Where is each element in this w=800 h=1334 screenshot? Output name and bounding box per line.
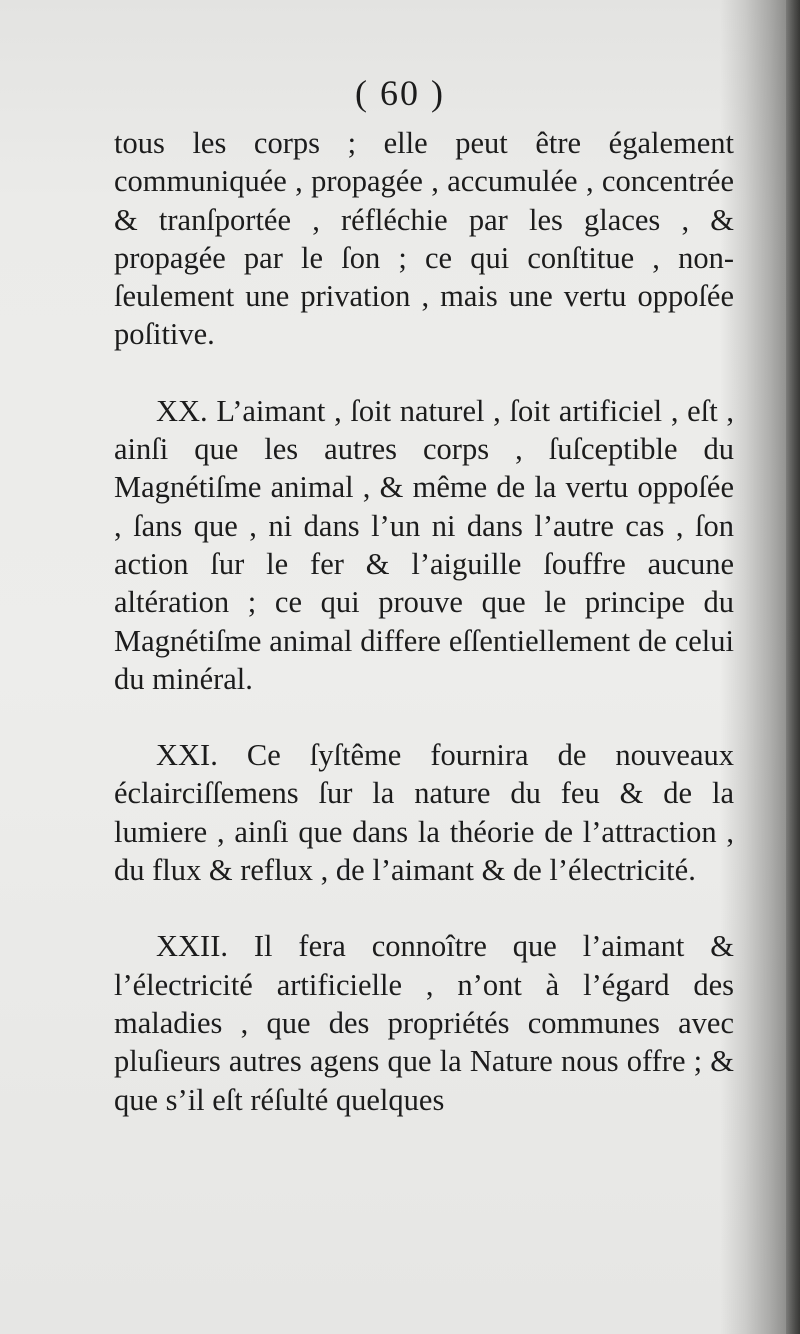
page-body — [114, 124, 734, 1119]
paragraph-xxi: XXI. Ce ſyſtême fournira de nouveaux éclairciſſemens ſur la nature du feu & de la lumiere , ainſi que dans la théorie de l’attraction , du flux & reflux , de l’aimant & de l’électricité. — [114, 738, 734, 888]
paragraph-xx: XX. L’aimant , ſoit naturel , ſoit artificiel , eſt , ainſi que les autres corps , ſuſceptible du Magnétiſme animal , & même de la vertu oppoſée , ſans que , ni dans l’un ni dans l’autre cas , ſon action ſur le fer & l’aiguille ſouffre aucune altération ; ce qui prouve que le principe du Magnétiſme animal differe eſſentiellement de celui du minéral. — [114, 393, 734, 696]
paragraph-continuation: tous les corps ; elle peut être également communiquée , propagée , accumulée , concentrée & tranſportée , réfléchie par les glaces , & propagée par le ſon ; ce qui conſtitue , non-ſeulement une privation , mais une vertu oppoſée poſitive. — [114, 126, 734, 352]
page-gutter-shadow — [786, 0, 800, 1334]
paragraph-xxii: XXII. Il fera connoître que l’aimant & l’électricité artificielle , n’ont à l’égard des maladies , que des propriétés communes avec pluſieurs autres agens que la Nature nous offre ; & que s’il eſt réſulté quelques — [114, 929, 734, 1117]
page-number: ( 60 ) — [355, 73, 445, 113]
